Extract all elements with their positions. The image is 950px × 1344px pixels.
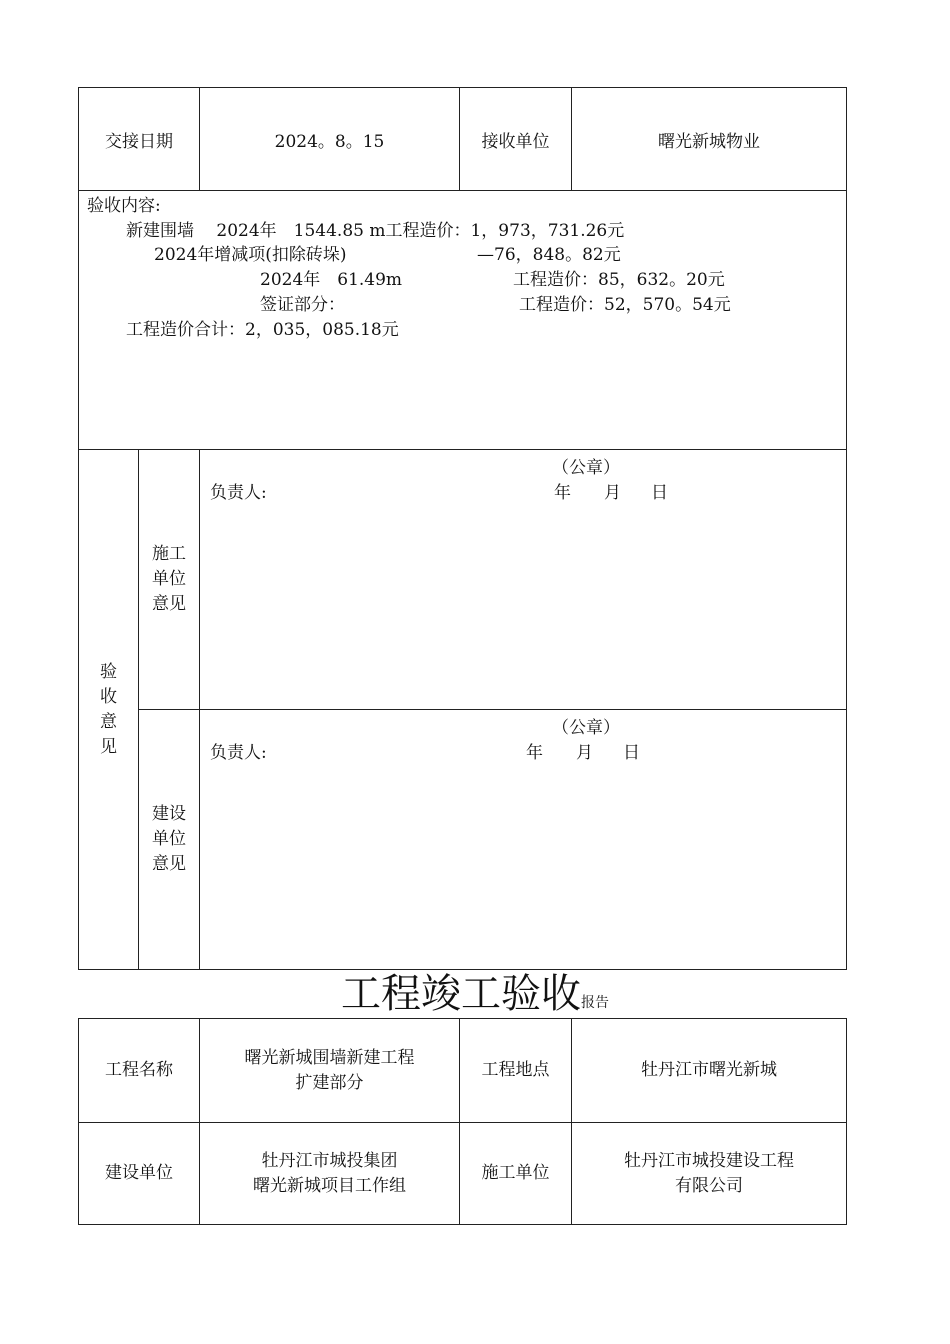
content-line-2024-cost: 工程造价：85，632。20元 bbox=[513, 270, 725, 290]
handover-date-label: 交接日期 bbox=[79, 88, 200, 191]
content-line-adjust-label: 2024年增减项(扣除砖垛) bbox=[154, 245, 347, 265]
receiver-value: 曙光新城物业 bbox=[572, 88, 847, 191]
owner-opinion-label: 建设单位意见 bbox=[139, 710, 200, 970]
content-line-new-wall: 新建围墙 2024年 1544.85 m工程造价：1，973，731.26元 bbox=[126, 221, 625, 241]
content-line-2024-length: 2024年 61.49m bbox=[260, 270, 403, 290]
receiver-label: 接收单位 bbox=[460, 88, 572, 191]
owner-opinion-cell bbox=[200, 710, 847, 970]
construction-opinion-cell bbox=[200, 450, 847, 710]
owner-responsible: 负责人: bbox=[210, 743, 267, 763]
project-location-label: 工程地点 bbox=[460, 1019, 572, 1123]
construction-responsible: 负责人: bbox=[210, 483, 267, 503]
construction-seal: （公章） bbox=[552, 458, 620, 478]
acceptance-content-cell bbox=[79, 191, 847, 450]
construction-date: 年 月 日 bbox=[554, 483, 668, 503]
project-name-label: 工程名称 bbox=[79, 1019, 200, 1123]
owner-date: 年 月 日 bbox=[526, 743, 640, 763]
handover-date-value: 2024。8。15 bbox=[200, 88, 460, 191]
owner-seal: （公章） bbox=[552, 718, 620, 738]
content-heading: 验收内容: bbox=[87, 196, 161, 216]
owner-unit-value: 牡丹江市城投集团 曙光新城项目工作组 bbox=[200, 1123, 460, 1225]
project-info-table bbox=[78, 1018, 847, 1225]
report-title-suffix: 报告 bbox=[581, 995, 609, 1011]
content-line-total: 工程造价合计：2，035，085.18元 bbox=[126, 320, 399, 340]
project-name-value: 曙光新城围墙新建工程 扩建部分 bbox=[200, 1019, 460, 1123]
project-location-value: 牡丹江市曙光新城 bbox=[572, 1019, 847, 1123]
builder-unit-label: 施工单位 bbox=[460, 1123, 572, 1225]
content-line-visa-label: 签证部分： bbox=[260, 295, 345, 315]
content-line-adjust-value: —76，848。82元 bbox=[477, 245, 621, 265]
content-line-visa-cost: 工程造价：52，570。54元 bbox=[519, 295, 731, 315]
builder-unit-value: 牡丹江市城投建设工程 有限公司 bbox=[572, 1123, 847, 1225]
owner-unit-label: 建设单位 bbox=[79, 1123, 200, 1225]
acceptance-opinion-group-label: 验收意见 bbox=[79, 450, 139, 970]
construction-opinion-label: 施工单位意见 bbox=[139, 450, 200, 710]
acceptance-table bbox=[78, 87, 847, 970]
report-title-main: 工程竣工验收 bbox=[341, 971, 581, 1017]
